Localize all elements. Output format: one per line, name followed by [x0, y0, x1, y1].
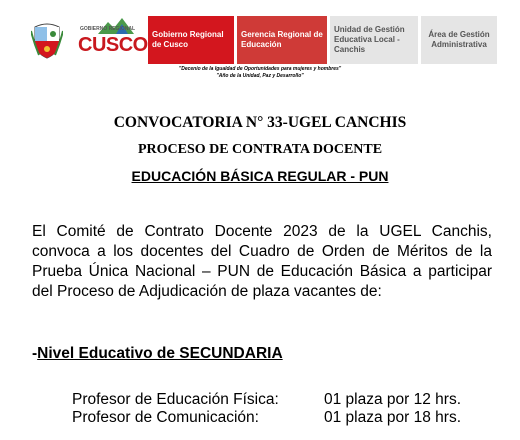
position-detail: 01 plaza por 12 hrs. [324, 391, 462, 408]
motto-line-2: "Año de la Unidad, Paz y Desarrollo" [216, 73, 304, 79]
body-paragraph: El Comité de Contrato Docente 2023 de la UGEL Canchis, convoca a los docentes del Cuadro de Orden de Méritos de la Prueba Única Nacional – PUN de Educación Básica a participar del Proceso de Adjudicación de plaza vacantes de: [32, 223, 492, 300]
position-detail: 01 plaza por 18 hrs. [324, 409, 462, 426]
header-box-gerencia-educacion: Gerencia Regional de Educación [237, 16, 327, 64]
header-box-ugel: Unidad de Gestión Educativa Local - Canchis [330, 16, 418, 64]
level-prefix: - [32, 345, 38, 362]
position-row [72, 409, 461, 427]
section-title: EDUCACIÓN BÁSICA REGULAR - PUN [131, 168, 389, 184]
letterhead [30, 16, 500, 64]
cusco-logo [68, 16, 148, 64]
document-title: CONVOCATORIA N° 33-UGEL CANCHIS [113, 114, 407, 131]
position-row [72, 391, 461, 409]
education-level-heading [32, 345, 283, 363]
header-box-gobierno-regional: Gobierno Regional de Cusco [148, 16, 234, 64]
level-label: Nivel Educativo de SECUNDARIA [37, 345, 283, 362]
header-box-area-gestion: Área de Gestión Administrativa [421, 16, 497, 64]
peru-coat-of-arms-icon [30, 20, 64, 60]
logo-small-text: GOBIERNO REGIONAL [80, 26, 136, 32]
position-name: Profesor de Educación Física: [72, 391, 279, 408]
document-subtitle: PROCESO DE CONTRATA DOCENTE [137, 142, 383, 157]
logo-brand-text: CUSCO [78, 34, 148, 56]
position-name: Profesor de Comunicación: [72, 409, 259, 426]
motto-line-1: "Decenio de la Igualdad de Oportunidades para mujeres y hombres" [178, 66, 342, 72]
